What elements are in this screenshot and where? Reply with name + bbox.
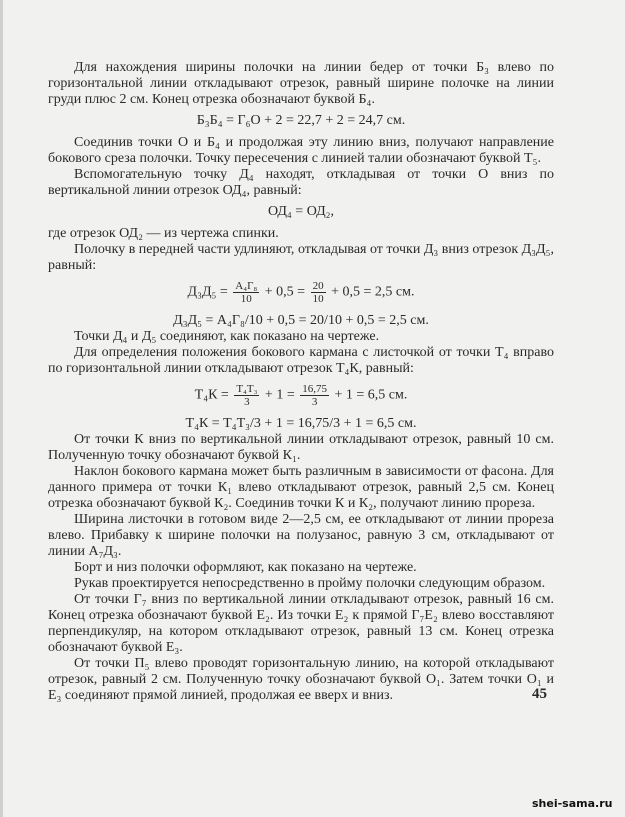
paragraph: Наклон бокового кармана может быть различным в зависимости от фасона. Для данного примера от точки К₁ влево откладывают отрезок, равный 2,5 см. Конец отрезка обозначают буквой К₂. Соединив точки К и К₂, получают линию прореза.	[48, 464, 554, 511]
fraction	[234, 383, 259, 408]
paragraph: Вспомогательную точку Д₄ находят, откладывая от точки О вниз по вертикальной линии отрезок ОД₄, равный:	[48, 167, 554, 198]
formula-linear: Т₄К = Т₄Т₃/3 + 1 = 16,75/3 + 1 = 6,5 см.	[185, 416, 417, 431]
fraction	[233, 280, 259, 305]
paragraph: Борт и низ полочки оформляют, как показано на чертеже.	[74, 560, 417, 575]
formula: Б₃Б₄ = Г₆О + 2 = 22,7 + 2 = 24,7 см.	[196, 113, 406, 128]
formula-mid: + 0,5 =	[264, 284, 306, 300]
fraction	[311, 280, 326, 305]
paragraph: От точки К вниз по вертикальной линии откладывают отрезок, равный 10 см. Полученную точку обозначают буквой К₁.	[48, 432, 554, 463]
page-body	[48, 60, 554, 704]
fraction	[300, 383, 329, 408]
formula-linear: Д₃Д₅ = А₄Г₈/10 + 0,5 = 20/10 + 0,5 = 2,5 см.	[173, 313, 429, 328]
fraction-numerator: 16,75	[302, 383, 327, 395]
paragraph: Полочку в передней части удлиняют, откладывая от точки Д₃ вниз отрезок Д₃Д₅, равный:	[48, 242, 554, 273]
formula-end: + 1 = 6,5 см.	[334, 387, 408, 403]
fraction-denominator: 3	[311, 396, 318, 408]
paragraph: От точки Г₇ вниз по вертикальной линии откладывают отрезок, равный 16 см. Конец отрезка обозначают буквой Е₂. Из точки Е₂ к прямой Г₇Е₂ влево восставляют перпендикуляр, на котором откладывают отрезок, равный 13 см. Конец отрезка обозначают буквой Е₃.	[48, 592, 554, 655]
page-number: 45	[532, 686, 547, 702]
page-edge	[0, 0, 3, 817]
formula-end: + 0,5 = 2,5 см.	[331, 284, 415, 300]
formula: ОД₄ = ОД₂,	[267, 204, 335, 219]
fraction-numerator: 20	[312, 280, 324, 292]
formula-fraction	[48, 280, 554, 305]
paragraph: Рукав проектируется непосредственно в пройму полочки следующим образом.	[74, 576, 546, 591]
watermark: shei-sama.ru	[532, 797, 613, 810]
formula-lhs: Т₄К =	[194, 387, 229, 403]
fraction-denominator: 10	[312, 293, 324, 305]
formula-lhs: Д₃Д₅ =	[187, 284, 228, 300]
paragraph: где отрезок ОД₂ — из чертежа спинки.	[48, 226, 279, 241]
paragraph: От точки П₅ влево проводят горизонтальную линию, на которой откладывают отрезок, равный 2 см. Полученную точку обозначают буквой О₁. Затем точки О₁ и Е₃ соединяют прямой линией, продолжая ее вверх и вниз.	[48, 656, 554, 703]
paragraph: Точки Д₄ и Д₅ соединяют, как показано на чертеже.	[74, 329, 380, 344]
paragraph: Для нахождения ширины полочки на линии бедер от точки Б₃ влево по горизонтальной линии откладывают отрезок, равный ширине полочке на линии груди плюс 2 см. Конец отрезка обозначают буквой Б₄.	[48, 60, 554, 107]
formula-mid: + 1 =	[264, 387, 295, 403]
fraction-denominator: 10	[240, 293, 252, 305]
fraction-numerator: А₄Г₈	[235, 280, 258, 292]
paragraph: Соединив точки О и Б₄ и продолжая эту линию вниз, получают направление бокового среза полочки. Точку пересечения с линией талии обозначают буквой Т₅.	[48, 135, 554, 166]
paragraph: Ширина листочки в готовом виде 2—2,5 см, ее откладывают от линии прореза влево. Прибавку к ширине полочки на полузанос, равную 3 см, откладывают от линии А₇Д₃.	[48, 512, 554, 559]
fraction-numerator: Т₄Т₃	[236, 383, 258, 395]
paragraph: Для определения положения бокового кармана с листочкой от точки Т₄ вправо по горизонтальной линии откладывают отрезок Т₄К, равный:	[48, 345, 554, 376]
fraction-denominator: 3	[244, 396, 250, 408]
formula-fraction	[48, 383, 554, 408]
